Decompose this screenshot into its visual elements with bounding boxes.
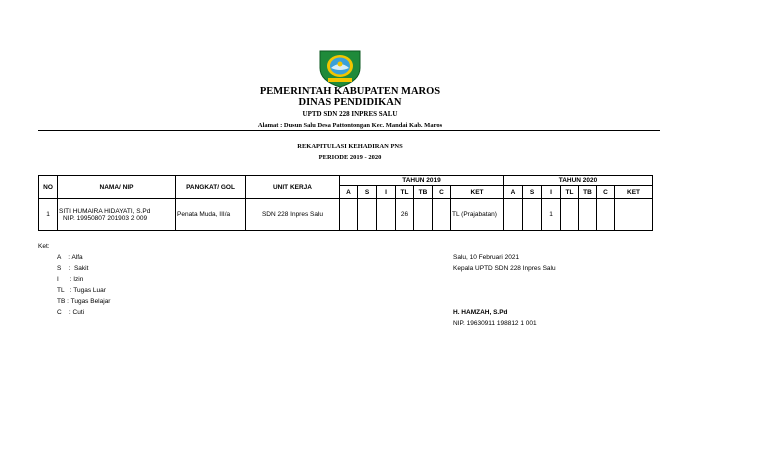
legend-item: TB : Tugas Belajar xyxy=(57,298,111,305)
cell-2020-a xyxy=(504,199,523,231)
cell-no: 1 xyxy=(39,199,58,231)
cell-nama-nip xyxy=(58,199,176,231)
header-year-2019: TAHUN 2019 xyxy=(340,176,504,186)
header-school: UPTD SDN 228 INPRES SALU xyxy=(302,110,398,118)
employee-name: SITI HUMAIRA HIDAYATI, S.Pd xyxy=(59,207,151,215)
table-row xyxy=(39,199,653,231)
cell-2020-s xyxy=(523,199,542,231)
signature-name: H. HAMZAH, S.Pd xyxy=(453,309,508,316)
header-year-2020: TAHUN 2020 xyxy=(504,176,653,186)
cell-2020-i: 1 xyxy=(542,199,561,231)
signature-place-date: Salu, 10 Februari 2021 xyxy=(453,254,520,261)
report-title: REKAPITULASI KEHADIRAN PNS xyxy=(297,143,403,150)
sub-header: TL xyxy=(561,186,579,199)
header-divider xyxy=(38,130,660,131)
cell-2019-tl: 26 xyxy=(396,199,414,231)
sub-header: A xyxy=(504,186,523,199)
legend-item: C : Cuti xyxy=(57,309,85,316)
header-nama-nip: NAMA/ NIP xyxy=(58,176,176,199)
employee-nip: NIP. 19950807 201903 2 009 xyxy=(63,214,148,222)
cell-2020-tl xyxy=(561,199,579,231)
header-pangkat: PANGKAT/ GOL xyxy=(176,176,246,199)
cell-unit-kerja: SDN 228 Inpres Salu xyxy=(246,199,340,231)
legend-item: TL : Tugas Luar xyxy=(57,287,106,294)
legend-item: S : Sakit xyxy=(57,265,89,272)
sub-header: S xyxy=(358,186,377,199)
signature-nip: NIP. 19630911 198812 1 001 xyxy=(453,320,537,327)
attendance-table xyxy=(38,175,653,231)
cell-2019-a xyxy=(340,199,358,231)
cell-2019-s xyxy=(358,199,377,231)
cell-2019-ket: TL (Prajabatan) xyxy=(451,199,504,231)
sub-header: TL xyxy=(396,186,414,199)
report-period: PERIODE 2019 - 2020 xyxy=(318,154,382,161)
cell-2020-ket xyxy=(615,199,653,231)
sub-header: TB xyxy=(579,186,597,199)
sub-header: C xyxy=(433,186,451,199)
header-regency: PEMERINTAH KABUPATEN MAROS xyxy=(259,86,441,97)
cell-2020-c xyxy=(597,199,615,231)
header-address: Alamat : Dusun Salu Desa Pattontongan Kec. Mandai Kab. Maros xyxy=(257,122,443,129)
sub-header: C xyxy=(597,186,615,199)
legend-title: Ket: xyxy=(38,243,50,250)
header-department: DINAS PENDIDIKAN xyxy=(298,97,402,108)
cell-pangkat: Penata Muda, III/a xyxy=(176,199,246,231)
kabupaten-maros-emblem xyxy=(316,48,364,88)
legend-item: A : Alfa xyxy=(57,254,83,261)
header-unit-kerja: UNIT KERJA xyxy=(246,176,340,199)
header-no: NO xyxy=(39,176,58,199)
sub-header: I xyxy=(377,186,396,199)
cell-2019-c xyxy=(433,199,451,231)
sub-header: KET xyxy=(451,186,504,199)
cell-2019-tb xyxy=(414,199,433,231)
sub-header: A xyxy=(340,186,358,199)
cell-2020-tb xyxy=(579,199,597,231)
legend-item: I : Izin xyxy=(57,276,84,283)
sub-header: KET xyxy=(615,186,653,199)
sub-header: S xyxy=(523,186,542,199)
signature-position: Kepala UPTD SDN 228 Inpres Salu xyxy=(453,265,556,272)
cell-2019-i xyxy=(377,199,396,231)
sub-header: I xyxy=(542,186,561,199)
sub-header: TB xyxy=(414,186,433,199)
